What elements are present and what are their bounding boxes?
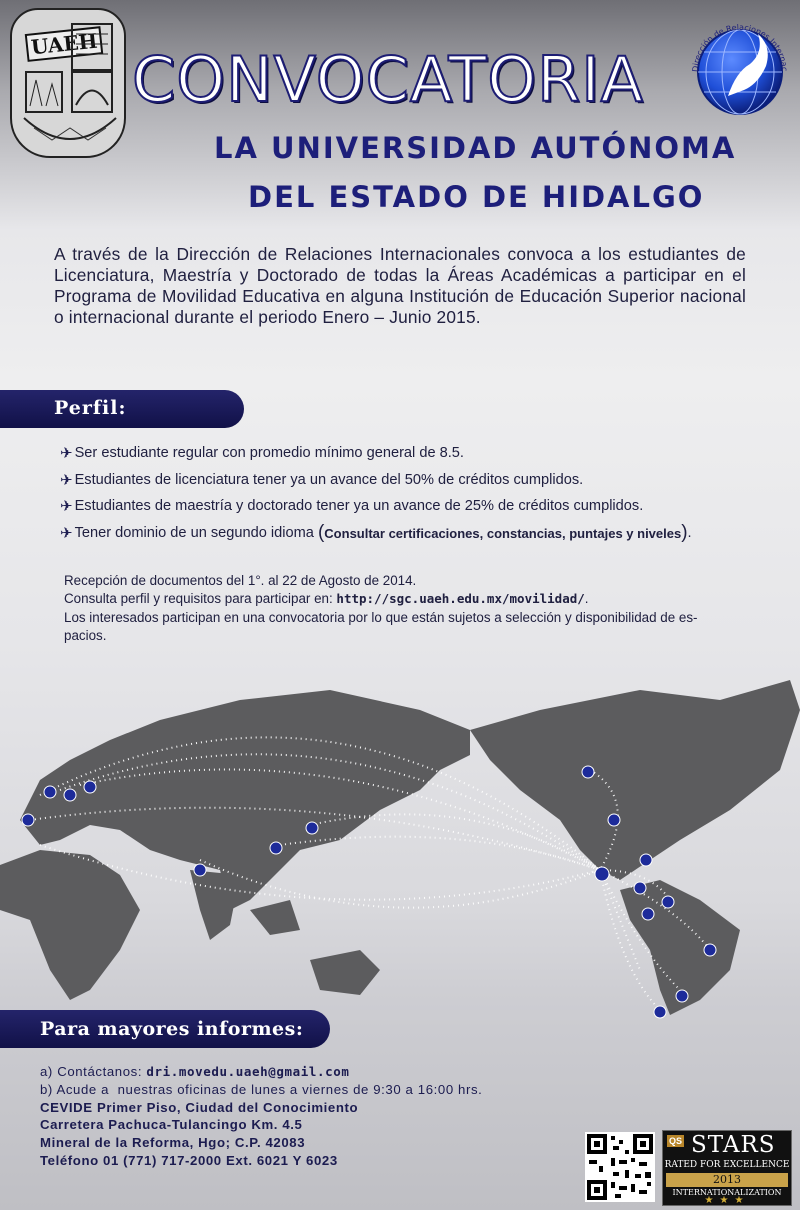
- info-heading: Para mayores informes:: [40, 1018, 304, 1040]
- qs-logo: QS: [669, 1136, 683, 1146]
- office-hours: b) Acude a nuestras oficinas de lunes a viernes de 9:30 a 16:00 hrs.: [40, 1081, 483, 1097]
- uaeh-shield-logo: [10, 8, 126, 158]
- perfil-banner: [0, 390, 244, 428]
- qr-code-icon: [585, 1132, 655, 1202]
- perfil-heading: Perfil:: [54, 397, 127, 419]
- phone-line: Teléfono 01 (771) 717-2000 Ext. 6021 Y 6023: [40, 1152, 338, 1168]
- list-item-highlight: Consultar certificaciones, constancias, puntajes y niveles: [324, 525, 682, 541]
- globe-icon: [684, 12, 796, 124]
- globe-logo: [684, 12, 796, 124]
- perfil-list: [60, 440, 760, 546]
- reception-dates: Recepción de documentos del 1°. al 22 de Agosto de 2014.: [64, 573, 417, 588]
- uaeh-logo-text: UAEH: [25, 26, 104, 62]
- list-item-text: Tener dominio de un segundo idioma: [74, 525, 318, 542]
- airplane-icon: ✈: [60, 525, 73, 543]
- paren-close: ): [681, 522, 688, 544]
- movilidad-link[interactable]: http://sgc.uaeh.edu.mx/movilidad/: [336, 591, 585, 607]
- address-line-3: Mineral de la Reforma, Hgo; C.P. 42083: [40, 1135, 306, 1151]
- map-africa: [0, 850, 140, 1000]
- contact-block: [40, 1063, 600, 1170]
- consult-line: [64, 590, 754, 608]
- list-item-text: Ser estudiante regular con promedio mínimo general de 8.5.: [74, 445, 464, 462]
- title-convocatoria: CONVOCATORIA: [132, 43, 644, 116]
- shield-drawing: [12, 10, 126, 158]
- paren-open: (: [317, 522, 325, 544]
- airplane-icon: ✈: [60, 445, 73, 463]
- rated-text: RATED FOR EXCELLENCE: [664, 1160, 790, 1170]
- badge-rating: ★★★: [704, 1195, 750, 1206]
- email-link[interactable]: dri.movedu.uaeh@gmail.com: [146, 1064, 350, 1079]
- airplane-icon: ✈: [60, 471, 73, 489]
- globe-arc-text: Dirección de Relaciones Internac: [690, 22, 790, 73]
- qs-stars-badge: [662, 1130, 792, 1206]
- address-line-2: Carretera Pachuca-Tulancingo Km. 4.5: [40, 1117, 303, 1133]
- intro-paragraph: A través de la Dirección de Relaciones Internacionales convoca a los estudiantes de Licenciatura, Maestría y Doctorado de todas la Áreas Académicas a participar en el Programa de Movilidad Educativa en alguna Institución de Educación Superior nacional o internacional durante el periodo Enero – Junio 2015.: [54, 244, 746, 327]
- list-item: [60, 493, 760, 520]
- world-map: [0, 670, 800, 1020]
- map-north-america: [470, 680, 800, 880]
- contact-prefix: a) Contáctanos:: [40, 1064, 147, 1079]
- badge-category: INTERNATIONALIZATION: [672, 1188, 782, 1197]
- list-item-tail: .: [687, 525, 692, 542]
- map-india: [190, 870, 240, 940]
- consult-suffix: .: [584, 591, 589, 607]
- contact-email-line: [40, 1063, 600, 1081]
- selection-note: Los interesados participan en una convocatoria por lo que están sujetos a selección y disponibilidad de es-: [64, 609, 698, 625]
- map-australia: [310, 950, 380, 995]
- list-item: [60, 440, 760, 467]
- map-se-asia: [250, 900, 300, 935]
- airplane-icon: ✈: [60, 498, 73, 516]
- list-item: [60, 467, 760, 494]
- subtitle-line-2: DEL ESTADO DE HIDALGO: [248, 180, 705, 214]
- list-item-text: Estudiantes de licenciatura tener ya un avance del 50% de créditos cumplidos.: [74, 471, 584, 488]
- list-item: [60, 520, 760, 547]
- list-item-text: Estudiantes de maestría y doctorado tener ya un avance de 25% de créditos cumplidos.: [74, 498, 644, 515]
- selection-note-cont: pacios.: [64, 627, 107, 643]
- address-line-1: CEVIDE Primer Piso, Ciudad del Conocimiento: [40, 1099, 359, 1115]
- qr-code[interactable]: [585, 1132, 655, 1202]
- stars-title: STARS: [691, 1132, 776, 1158]
- consult-prefix: Consulta perfil y requisitos para participar en:: [64, 591, 337, 607]
- subtitle-line-1: LA UNIVERSIDAD AUTÓNOMA: [214, 131, 737, 165]
- documents-block: [64, 572, 754, 645]
- info-banner: [0, 1010, 330, 1048]
- badge-year: 2013: [666, 1173, 788, 1187]
